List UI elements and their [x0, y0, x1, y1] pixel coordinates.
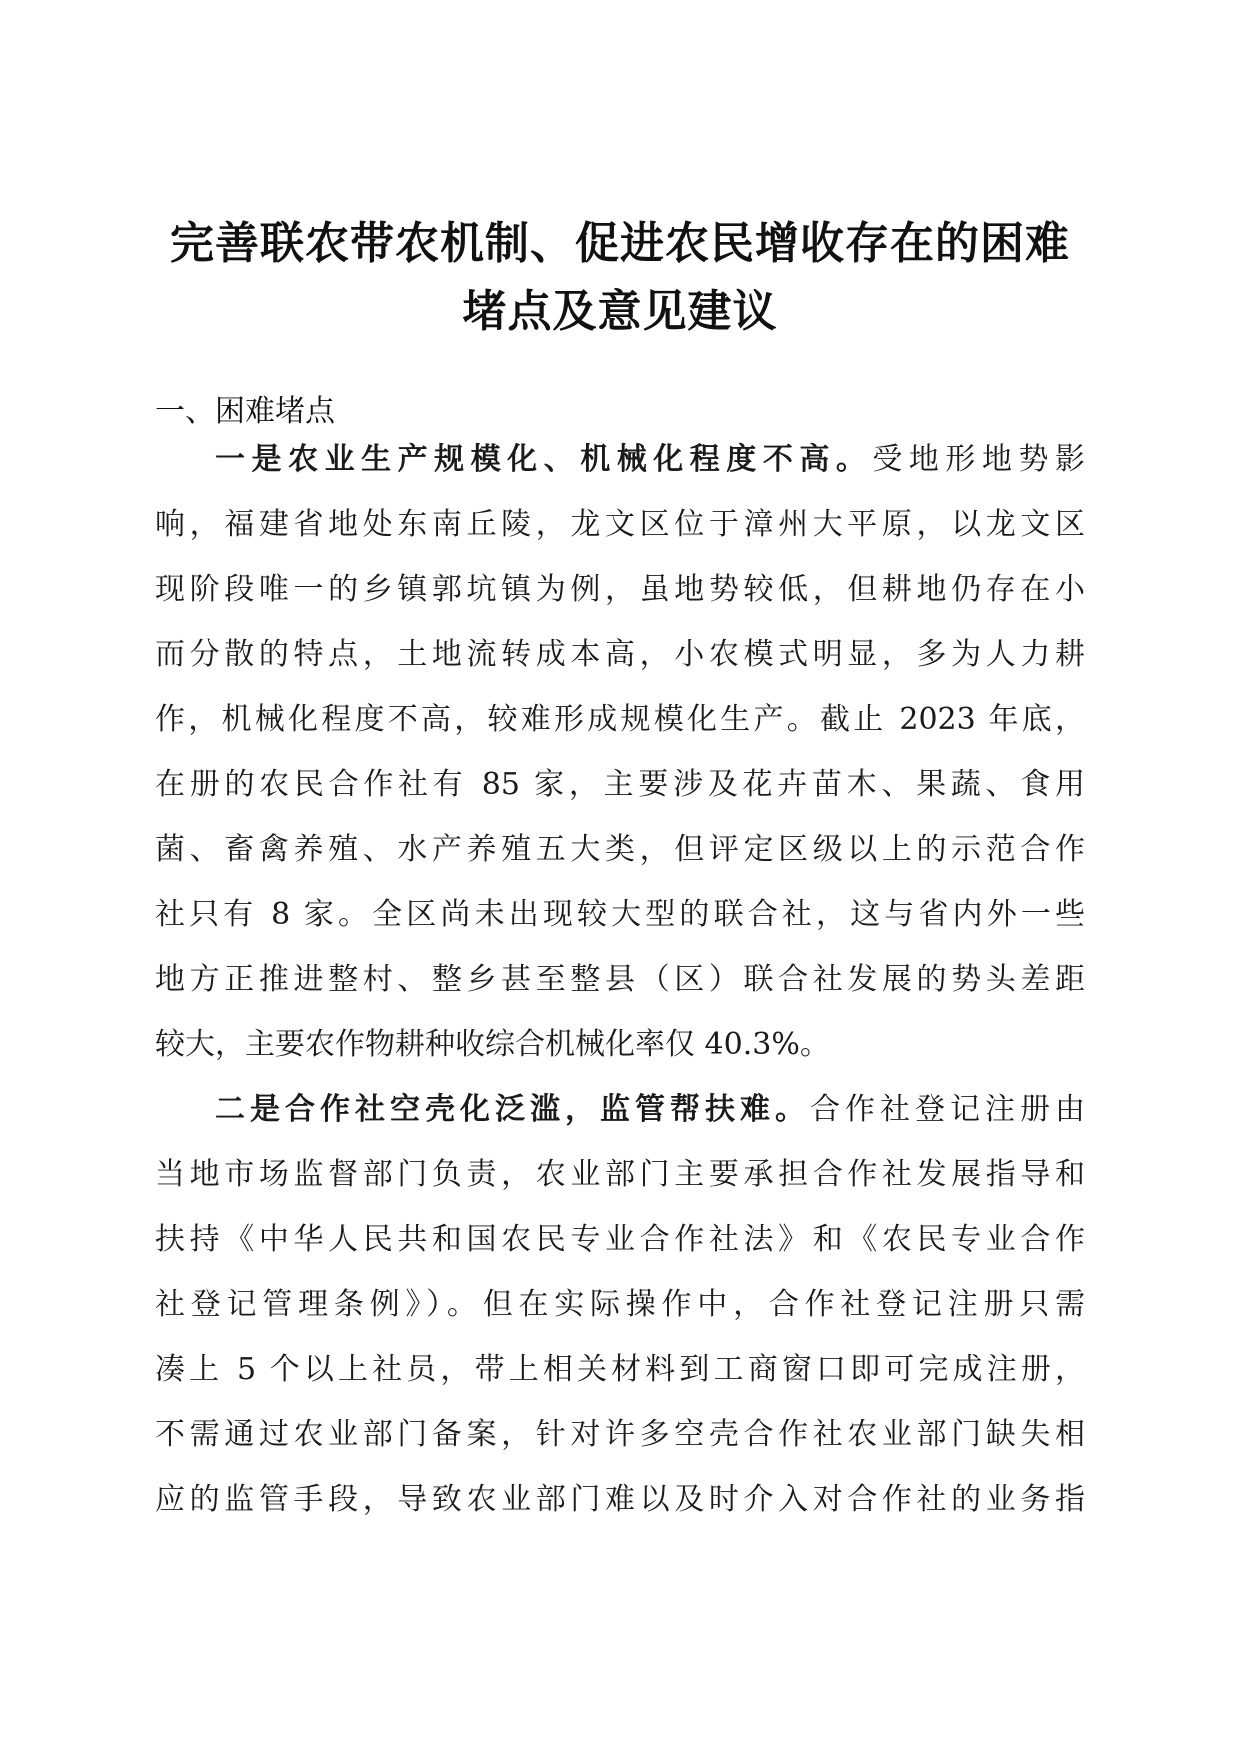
section-heading: 一、困难堵点 — [155, 394, 335, 429]
paragraph-1-line-10: 较大，主要农作物耕种收综合机械化率仅 40.3%。 — [155, 1027, 830, 1062]
paragraph-1-line-6: 在册的农民合作社有 85 家，主要涉及花卉苗木、果蔬、食用 — [155, 767, 1085, 802]
paragraph-2-line-1 — [215, 1090, 1085, 1130]
paragraph-2-line-7: 应的监管手段，导致农业部门难以及时介入对合作社的业务指 — [155, 1482, 1085, 1517]
paragraph-1-line-5: 作，机械化程度不高，较难形成规模化生产。截止 2023 年底， — [155, 702, 1085, 737]
paragraph-2-text: 合作社登记注册由 — [810, 1092, 1085, 1127]
paragraph-1-line-8: 社只有 8 家。全区尚未出现较大型的联合社，这与省内外一些 — [155, 897, 1085, 932]
paragraph-2-line-6: 不需通过农业部门备案，针对许多空壳合作社农业部门缺失相 — [155, 1417, 1085, 1452]
document-title-line-1: 完善联农带农机制、促进农民增收存在的困难 — [170, 218, 1070, 269]
paragraph-1-line-7: 菌、畜禽养殖、水产养殖五大类，但评定区级以上的示范合作 — [155, 832, 1085, 867]
paragraph-2-line-5: 凑上 5 个以上社员，带上相关材料到工商窗口即可完成注册， — [155, 1352, 1085, 1387]
paragraph-1-line-2: 响，福建省地处东南丘陵，龙文区位于漳州大平原，以龙文区 — [155, 507, 1085, 542]
paragraph-2-line-2: 当地市场监督部门负责，农业部门主要承担合作社发展指导和 — [155, 1157, 1085, 1192]
paragraph-1-lead: 一是农业生产规模化、机械化程度不高。 — [215, 442, 873, 477]
paragraph-2-line-4: 社登记管理条例》）。但在实际操作中，合作社登记注册只需 — [155, 1287, 1085, 1322]
paragraph-2-line-3: 扶持《中华人民共和国农民专业合作社法》和《农民专业合作 — [155, 1222, 1085, 1257]
paragraph-1-line-3: 现阶段唯一的乡镇郭坑镇为例，虽地势较低，但耕地仍存在小 — [155, 572, 1085, 607]
document-title-line-2: 堵点及意见建议 — [462, 286, 778, 337]
paragraph-2-lead: 二是合作社空壳化泛滥，监管帮扶难。 — [215, 1092, 810, 1127]
paragraph-1-line-4: 而分散的特点，土地流转成本高，小农模式明显，多为人力耕 — [155, 637, 1085, 672]
paragraph-1-line-1 — [215, 440, 1085, 480]
paragraph-1-line-9: 地方正推进整村、整乡甚至整县（区）联合社发展的势头差距 — [155, 962, 1085, 997]
paragraph-1-text: 受地形地势影 — [872, 442, 1085, 477]
